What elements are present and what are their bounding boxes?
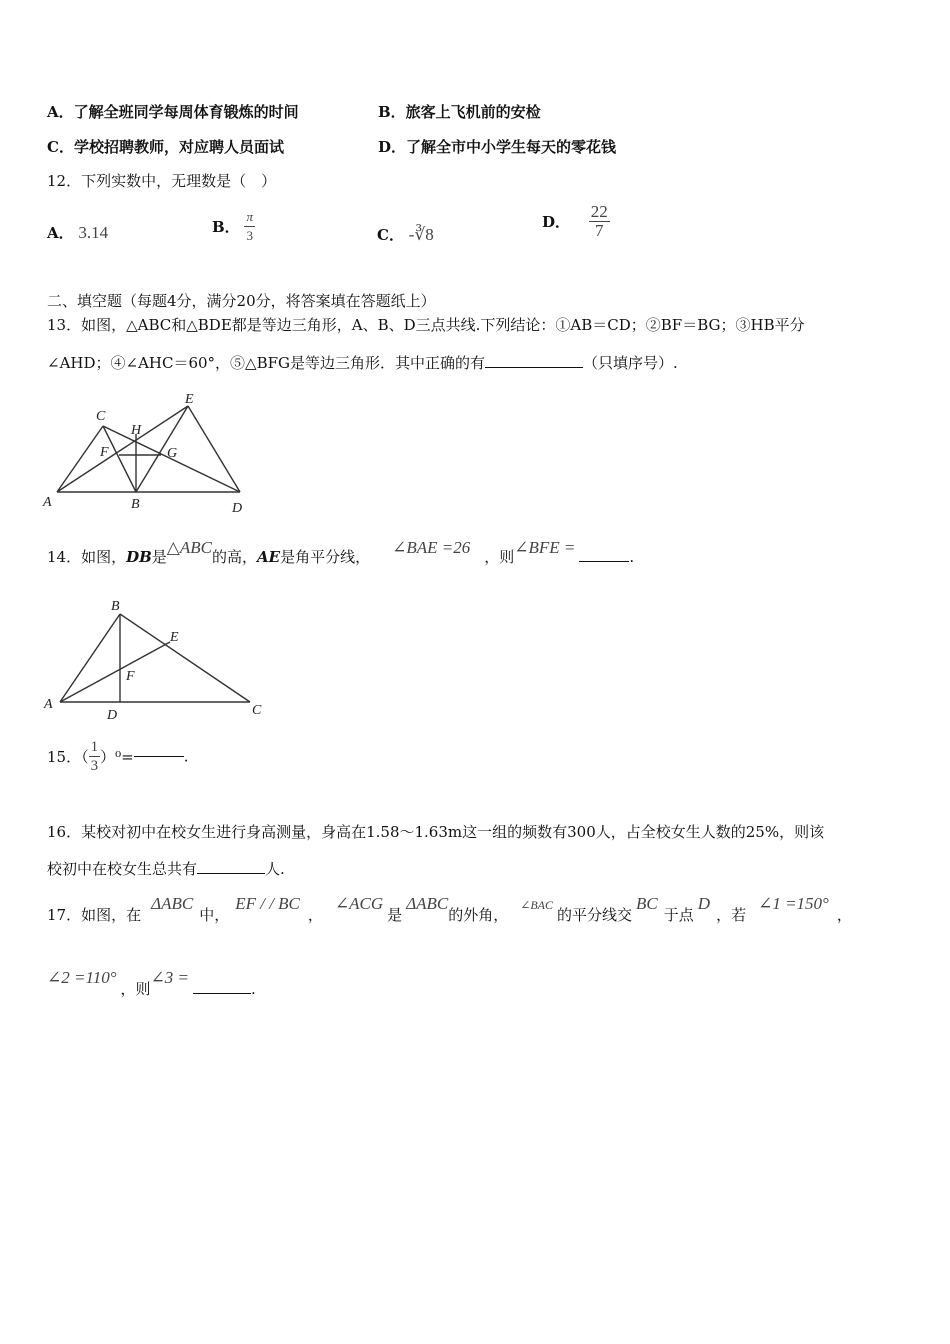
- q17-triangle-1: ΔABC: [151, 894, 194, 913]
- q17-text-if: ，若: [716, 906, 747, 924]
- q16-line2: [47, 858, 285, 879]
- q17-text-then: ，则: [120, 980, 151, 998]
- q12-b-den: 3: [246, 228, 253, 243]
- q11-option-c: C．学校招聘教师，对应聘人员面试: [47, 138, 284, 156]
- q17-angle-3: ∠3 =: [150, 968, 189, 987]
- q12-option-d: [542, 203, 610, 240]
- q17-angle-2: ∠2 =110°: [47, 968, 117, 987]
- q17-line1: [47, 894, 852, 925]
- q12-d-num: 22: [590, 202, 608, 221]
- q14-angle-bae: ∠BAE =26: [392, 538, 471, 557]
- q11-option-d: D．了解全市中小学生每天的零花钱: [378, 138, 617, 156]
- q17-line2: [47, 968, 256, 999]
- q11-option-a: A．了解全班同学每周体育锻炼的时间: [47, 103, 299, 121]
- label-D: D: [107, 708, 118, 723]
- q16-answer-blank[interactable]: [197, 873, 265, 874]
- q15-num: 1: [90, 739, 99, 755]
- q14-text-height: 的高，: [211, 548, 257, 566]
- q15-fraction: [89, 738, 101, 775]
- q12-d-den: 7: [595, 221, 604, 240]
- q17-text-exterior: 的外角，: [448, 906, 509, 924]
- q14-angle-bfe: ∠BFE =: [514, 538, 576, 557]
- q12-b-label: B．: [212, 218, 240, 236]
- q17-point-d: D: [697, 894, 711, 913]
- q15-den: 3: [90, 758, 99, 774]
- q12-d-fraction: [589, 203, 610, 240]
- q17-text-at: 于点: [663, 906, 694, 924]
- q12-stem: 12．下列实数中，无理数是（ ）: [47, 172, 277, 190]
- label-A: A: [43, 495, 52, 510]
- label-G: G: [167, 446, 178, 461]
- q13-line2-text: ∠AHD；④∠AHC＝60°，⑤△BFG是等边三角形．其中正确的有: [47, 354, 486, 372]
- q17-text-is: 是: [387, 906, 403, 924]
- q14-line: [47, 538, 635, 567]
- line-AC: [57, 426, 103, 492]
- q14-end: .: [629, 548, 635, 566]
- q16-line2-text: 校初中在校女生总共有: [47, 860, 198, 878]
- q12-c-label: C．: [377, 226, 404, 244]
- q14-text-is: 是: [151, 548, 167, 566]
- q12-d-label: D．: [542, 213, 571, 231]
- label-D: D: [232, 501, 243, 516]
- q17-end: .: [251, 980, 256, 998]
- q17-bc: BC: [636, 894, 658, 913]
- q17-parallel: EF / / BC: [235, 894, 300, 913]
- q14-db: DB: [126, 548, 152, 566]
- q17-angle-bac: ∠BAC: [520, 898, 554, 912]
- q12-a-label: A．: [47, 224, 74, 242]
- q17-comma-2: ，: [836, 906, 852, 924]
- q12-a-value: 3.14: [78, 223, 109, 242]
- label-A: A: [44, 697, 53, 712]
- q13-line1: 13．如图，△ABC和△BDE都是等边三角形，A、B、D三点共线.下列结论：①AB＝CD；②BF＝BG；③HB平分: [47, 316, 805, 334]
- q17-angle-acg: ∠ACG: [334, 894, 384, 913]
- q17-angle-1: ∠1 =150°: [758, 894, 829, 913]
- q17-comma-1: ，: [307, 906, 323, 924]
- q13-line2-tail: （只填序号）.: [583, 354, 678, 372]
- q16-line1: 16．某校对初中在校女生进行身高测量，身高在1.58～1.63m这一组的频数有300人，占全校女生人数的25%，则该: [47, 823, 825, 841]
- q12-b-num: π: [244, 208, 255, 227]
- line-AE: [60, 642, 170, 702]
- q12-option-b: [212, 208, 255, 245]
- label-C: C: [96, 409, 106, 424]
- q17-prefix: 17．如图，在: [47, 906, 142, 924]
- q15-prefix: 15．（: [47, 748, 89, 766]
- q17-answer-blank[interactable]: [193, 993, 251, 994]
- q15-suffix: ）⁰=: [100, 748, 134, 766]
- q14-ae: AE: [257, 548, 281, 566]
- q12-b-fraction: [244, 208, 255, 245]
- q12-option-c: [377, 224, 434, 245]
- line-AB: [60, 614, 120, 702]
- label-C: C: [252, 703, 262, 718]
- q14-text-bisector: 是角平分线，: [280, 548, 371, 566]
- q12-option-a: [47, 222, 108, 243]
- q13-line2: [47, 352, 678, 373]
- label-E: E: [170, 630, 179, 645]
- section-2-heading: 二、填空题（每题4分，满分20分，将答案填在答题纸上）: [47, 292, 436, 310]
- label-F: F: [126, 669, 135, 684]
- q15-answer-blank[interactable]: [134, 756, 184, 757]
- q14-answer-blank[interactable]: [579, 561, 629, 562]
- label-F: F: [100, 445, 109, 460]
- q13-figure: [40, 388, 260, 518]
- line-BE: [136, 406, 188, 492]
- q16-line2-tail: 人.: [265, 860, 285, 878]
- label-E: E: [185, 392, 194, 407]
- label-B: B: [131, 497, 140, 512]
- q17-text-in: 中，: [199, 906, 230, 924]
- q15-line: [47, 738, 188, 775]
- label-H: H: [131, 423, 142, 438]
- q12-c-value: -∛8: [408, 225, 434, 244]
- label-B: B: [111, 599, 120, 614]
- q14-triangle: △ABC: [166, 538, 212, 557]
- q17-triangle-2: ΔABC: [406, 894, 449, 913]
- q14-figure: [40, 592, 270, 724]
- q17-text-bisector: 的平分线交: [557, 906, 633, 924]
- q14-text-then: ，则: [484, 548, 515, 566]
- q14-prefix: 14．如图，: [47, 548, 127, 566]
- q15-end: .: [183, 747, 189, 766]
- q11-option-b: B．旅客上飞机前的安检: [378, 103, 541, 121]
- q13-answer-blank[interactable]: [485, 367, 583, 368]
